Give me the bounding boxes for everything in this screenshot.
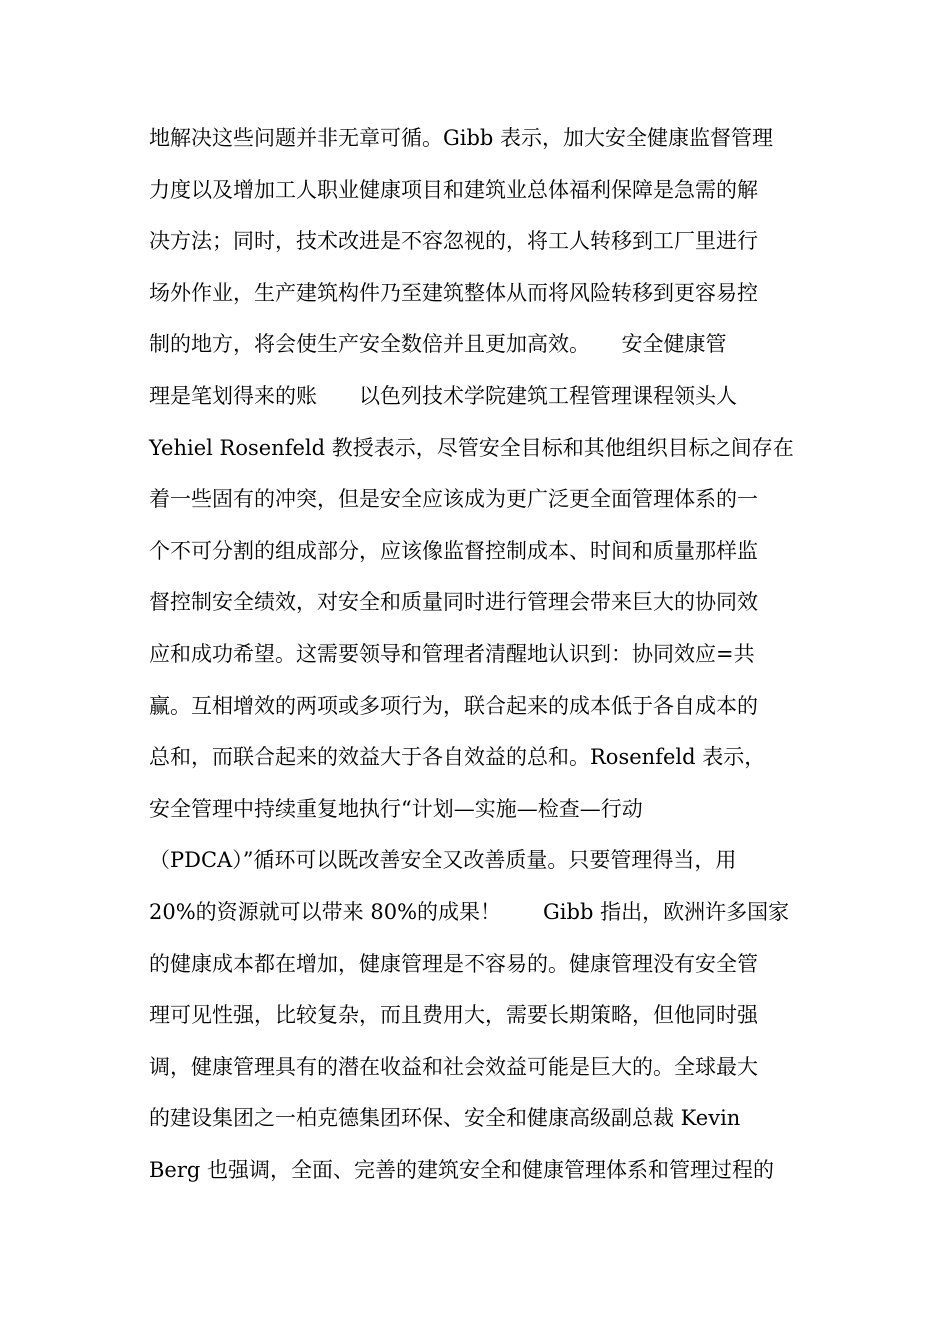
text-line: 理是笔划得来的账 以色列技术学院建筑工程管理课程领头人 xyxy=(149,383,737,408)
text-line: 安全管理中持续重复地执行“计划—实施—检查—行动 xyxy=(149,796,643,821)
text-line: 赢。互相增效的两项或多项行为，联合起来的成本低于各自成本的 xyxy=(149,693,758,718)
text-line: 调，健康管理具有的潜在收益和社会效益可能是巨大的。全球最大 xyxy=(149,1054,758,1079)
text-line: （PDCA）”循环可以既改善安全又改善质量。只要管理得当，用 xyxy=(149,848,737,873)
text-line: 制的地方，将会使生产安全数倍并且更加高效。 安全健康管 xyxy=(149,332,727,357)
text-line: 的建设集团之一柏克德集团环保、安全和健康高级副总裁 Kevin xyxy=(149,1106,741,1131)
text-line: Yehiel Rosenfeld 教授表示，尽管安全目标和其他组织目标之间存在 xyxy=(149,435,794,460)
text-line: 力度以及增加工人职业健康项目和建筑业总体福利保障是急需的解 xyxy=(149,177,758,202)
text-line: 督控制安全绩效，对安全和质量同时进行管理会带来巨大的协同效 xyxy=(149,590,758,615)
text-line: Berg 也强调，全面、完善的建筑安全和健康管理体系和管理过程的 xyxy=(149,1157,775,1182)
text-line: 场外作业，生产建筑构件乃至建筑整体从而将风险转移到更容易控 xyxy=(149,280,758,305)
text-line: 20%的资源就可以带来 80%的成果！ Gibb 指出，欧洲许多国家 xyxy=(149,899,790,924)
text-line: 应和成功希望。这需要领导和管理者清醒地认识到：协同效应=共 xyxy=(149,641,755,666)
text-line: 个不可分割的组成部分，应该像监督控制成本、时间和质量那样监 xyxy=(149,538,758,563)
text-line: 总和，而联合起来的效益大于各自效益的总和。Rosenfeld 表示， xyxy=(149,745,766,770)
text-line: 理可见性强，比较复杂，而且费用大，需要长期策略，但他同时强 xyxy=(149,1003,758,1028)
body-text xyxy=(149,116,809,1199)
text-line: 着一些固有的冲突，但是安全应该成为更广泛更全面管理体系的一 xyxy=(149,487,758,512)
text-line: 地解决这些问题并非无章可循。Gibb 表示，加大安全健康监督管理 xyxy=(149,126,774,150)
text-line: 决方法；同时，技术改进是不容忽视的，将工人转移到工厂里进行 xyxy=(149,229,758,254)
text-line: 的健康成本都在增加，健康管理是不容易的。健康管理没有安全管 xyxy=(149,951,758,976)
